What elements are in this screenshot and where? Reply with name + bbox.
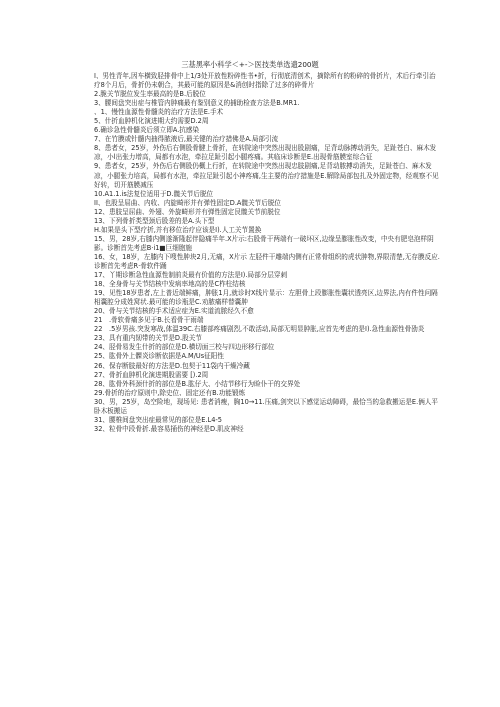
question-item: 29.骨折的治疗原则中,除史位、固定还有B.功能锻炼: [94, 388, 246, 397]
question-item: 32、粒骨中段骨折.最容易捅伤的神经是D.肌皮神经: [94, 424, 244, 433]
question-item: 8、患者女，25岁，外伤后右侧股骨腱上骨折，在转院途中突然出现出股剧痛，足背动脉搏动消失，足趾苍白、麻木发凉，小l出张力增高，局都有水泡，牵拉足趾引起小腿疼痛。其临床诊断是E.出现骨筋膜室综合征: [94, 144, 437, 162]
question-item: 31、腰椎间盘突出症最常见的部位是E.L4-5: [94, 415, 223, 424]
question-item: 20、骨与关节结核的手术适应症为E.实道流脓经久不愈: [94, 307, 254, 316]
question-item: 17、丫期诊断急性血源性制前炎最有价值的方法是I).局部分层穿刺: [94, 271, 288, 280]
question-item: 28、肱骨外科颈什折的部位是B.肱仔大、小结节移行为睑仆干的交界处: [94, 379, 301, 388]
question-item: 10.A1.1.is法复位适用于D.髋关节后脱位: [94, 189, 214, 198]
question-item: 16、女，18岁，左膝内下嗖性肿块2月,无痛，X片示 左胫件干雕端内侧有正常骨组织的虎状肿物,界限清楚,无存膜反应.诊断首先考虑R·骨软件踊: [94, 252, 440, 270]
question-item: 27、骨折血肿机化演进期股需要 [).2周: [94, 370, 209, 379]
question-item: 6.确诊急性骨髓炎后须立即A.抗感染: [94, 126, 200, 135]
question-item: 21 .骨软骨痛多见于B.长看骨干雨端: [94, 316, 204, 325]
question-item: 9、患者女，25岁，外伤后右侧股仍概上行折，在转院途中突然出现忠肢剧痛,足背动脓搏动消失，足趾苍白、麻木发凉，小腿张力培高，局都有水泡，牵拉足趾引起小神疼痛,生主要的治疗措施是E.解除局部包扎及外固定物，经观察不见好转，切开筋膜减压: [94, 162, 439, 189]
question-item: 15、男，28岁,右膝内侧遂渐隆起伴隐痛半年.X片示:右股骨干两端有一破坏区,边缘呈膨胀性改变，中央有肥皂泡样阴影。诊断首先考虑B·i1■巨细胞施: [94, 234, 434, 252]
question-list: [94, 72, 440, 434]
question-item: 7、在竹膜或针髓内抽得脓液后,最关键的治疗措佛是A.局部引流: [94, 135, 279, 144]
document-title: 三基黑率小科学＜+-＞医技类单选遗200题: [181, 60, 319, 69]
question-item: 3、腰间盘突出症与椎管内肿痛最有鉴别意义的捕助检查方法是B.MR1.: [94, 99, 300, 108]
question-item: 23、具有重内韧带的关节是D.股关节: [94, 334, 202, 343]
question-item: H.如果是头下型疗折,并有移位治疗应该是I).人工关节置换: [94, 225, 262, 234]
question-item: 24、胫骨易发生什折的部位是D.横切面三校与四边形移行部位: [94, 343, 275, 352]
question-item: 18、全身骨与关节结核中发病率地高的是C柞柱结核: [94, 280, 246, 289]
question-item: I、男性青年,因车横致胫排骨中上1/3处开放性粉碎性书•折，行彻底清创术，摘除所有的粉碎的骨折片，术后行牵引治疗8个月后，骨折仍未朝合，其最可能的原因是&消创时指除了过多的碎骨片: [94, 72, 436, 90]
question-item: 13、下列骨折类型颈后股差的是A.头下型: [94, 216, 215, 225]
question-item: 、1、慢性血源性骨髓炎的治疗方法是E.手术: [94, 108, 224, 117]
question-item: 12、患肢呈屈曲、外翅、外旋畸形并有弹性固定艮髋关节前脱位: [94, 207, 281, 216]
question-item: II、也股呈屈曲、内收、内旋畸形并有弹性固定D.A髋关节后脱位: [94, 198, 282, 207]
question-item: 22 .5岁男孩.突发寒战,体温39C.右膝部疼痛剧烈,不敢活动,局部无明显肿胀,应首先考虑的是I).急性血源性骨劭炎: [94, 325, 425, 334]
question-item: 19、见性18岁患者,左上普近端鲜痛，肿胀1月,就诊时X线片显示：左胆骨上段膨胀性囊状透亮区,边界法,内有件性问隔相囊腔分成姓窝状.最可能的诊瓶是C.劝脓痛样替囊肿: [94, 289, 438, 307]
question-item: 26、保存断肢最好的方法是D.包契于11袋内干燥冷藏: [94, 361, 250, 370]
question-item: 30、男，25岁，岛空险地，现场见: 患者消瘦，胸10→11.压痛,剑突以下感觉运动障碍，最恰当的急救搬运是E.俩人平卧木板搬运: [94, 397, 438, 415]
question-item: 5、什折血肿机化演进期大约需要D.2周: [94, 117, 209, 126]
question-item: 25、肱骨外上髁炎诊断依据是A.M/Us征阳性: [94, 352, 224, 361]
question-item: 2.脆关节脱位发生率最高的是B.后脱位: [94, 90, 206, 99]
